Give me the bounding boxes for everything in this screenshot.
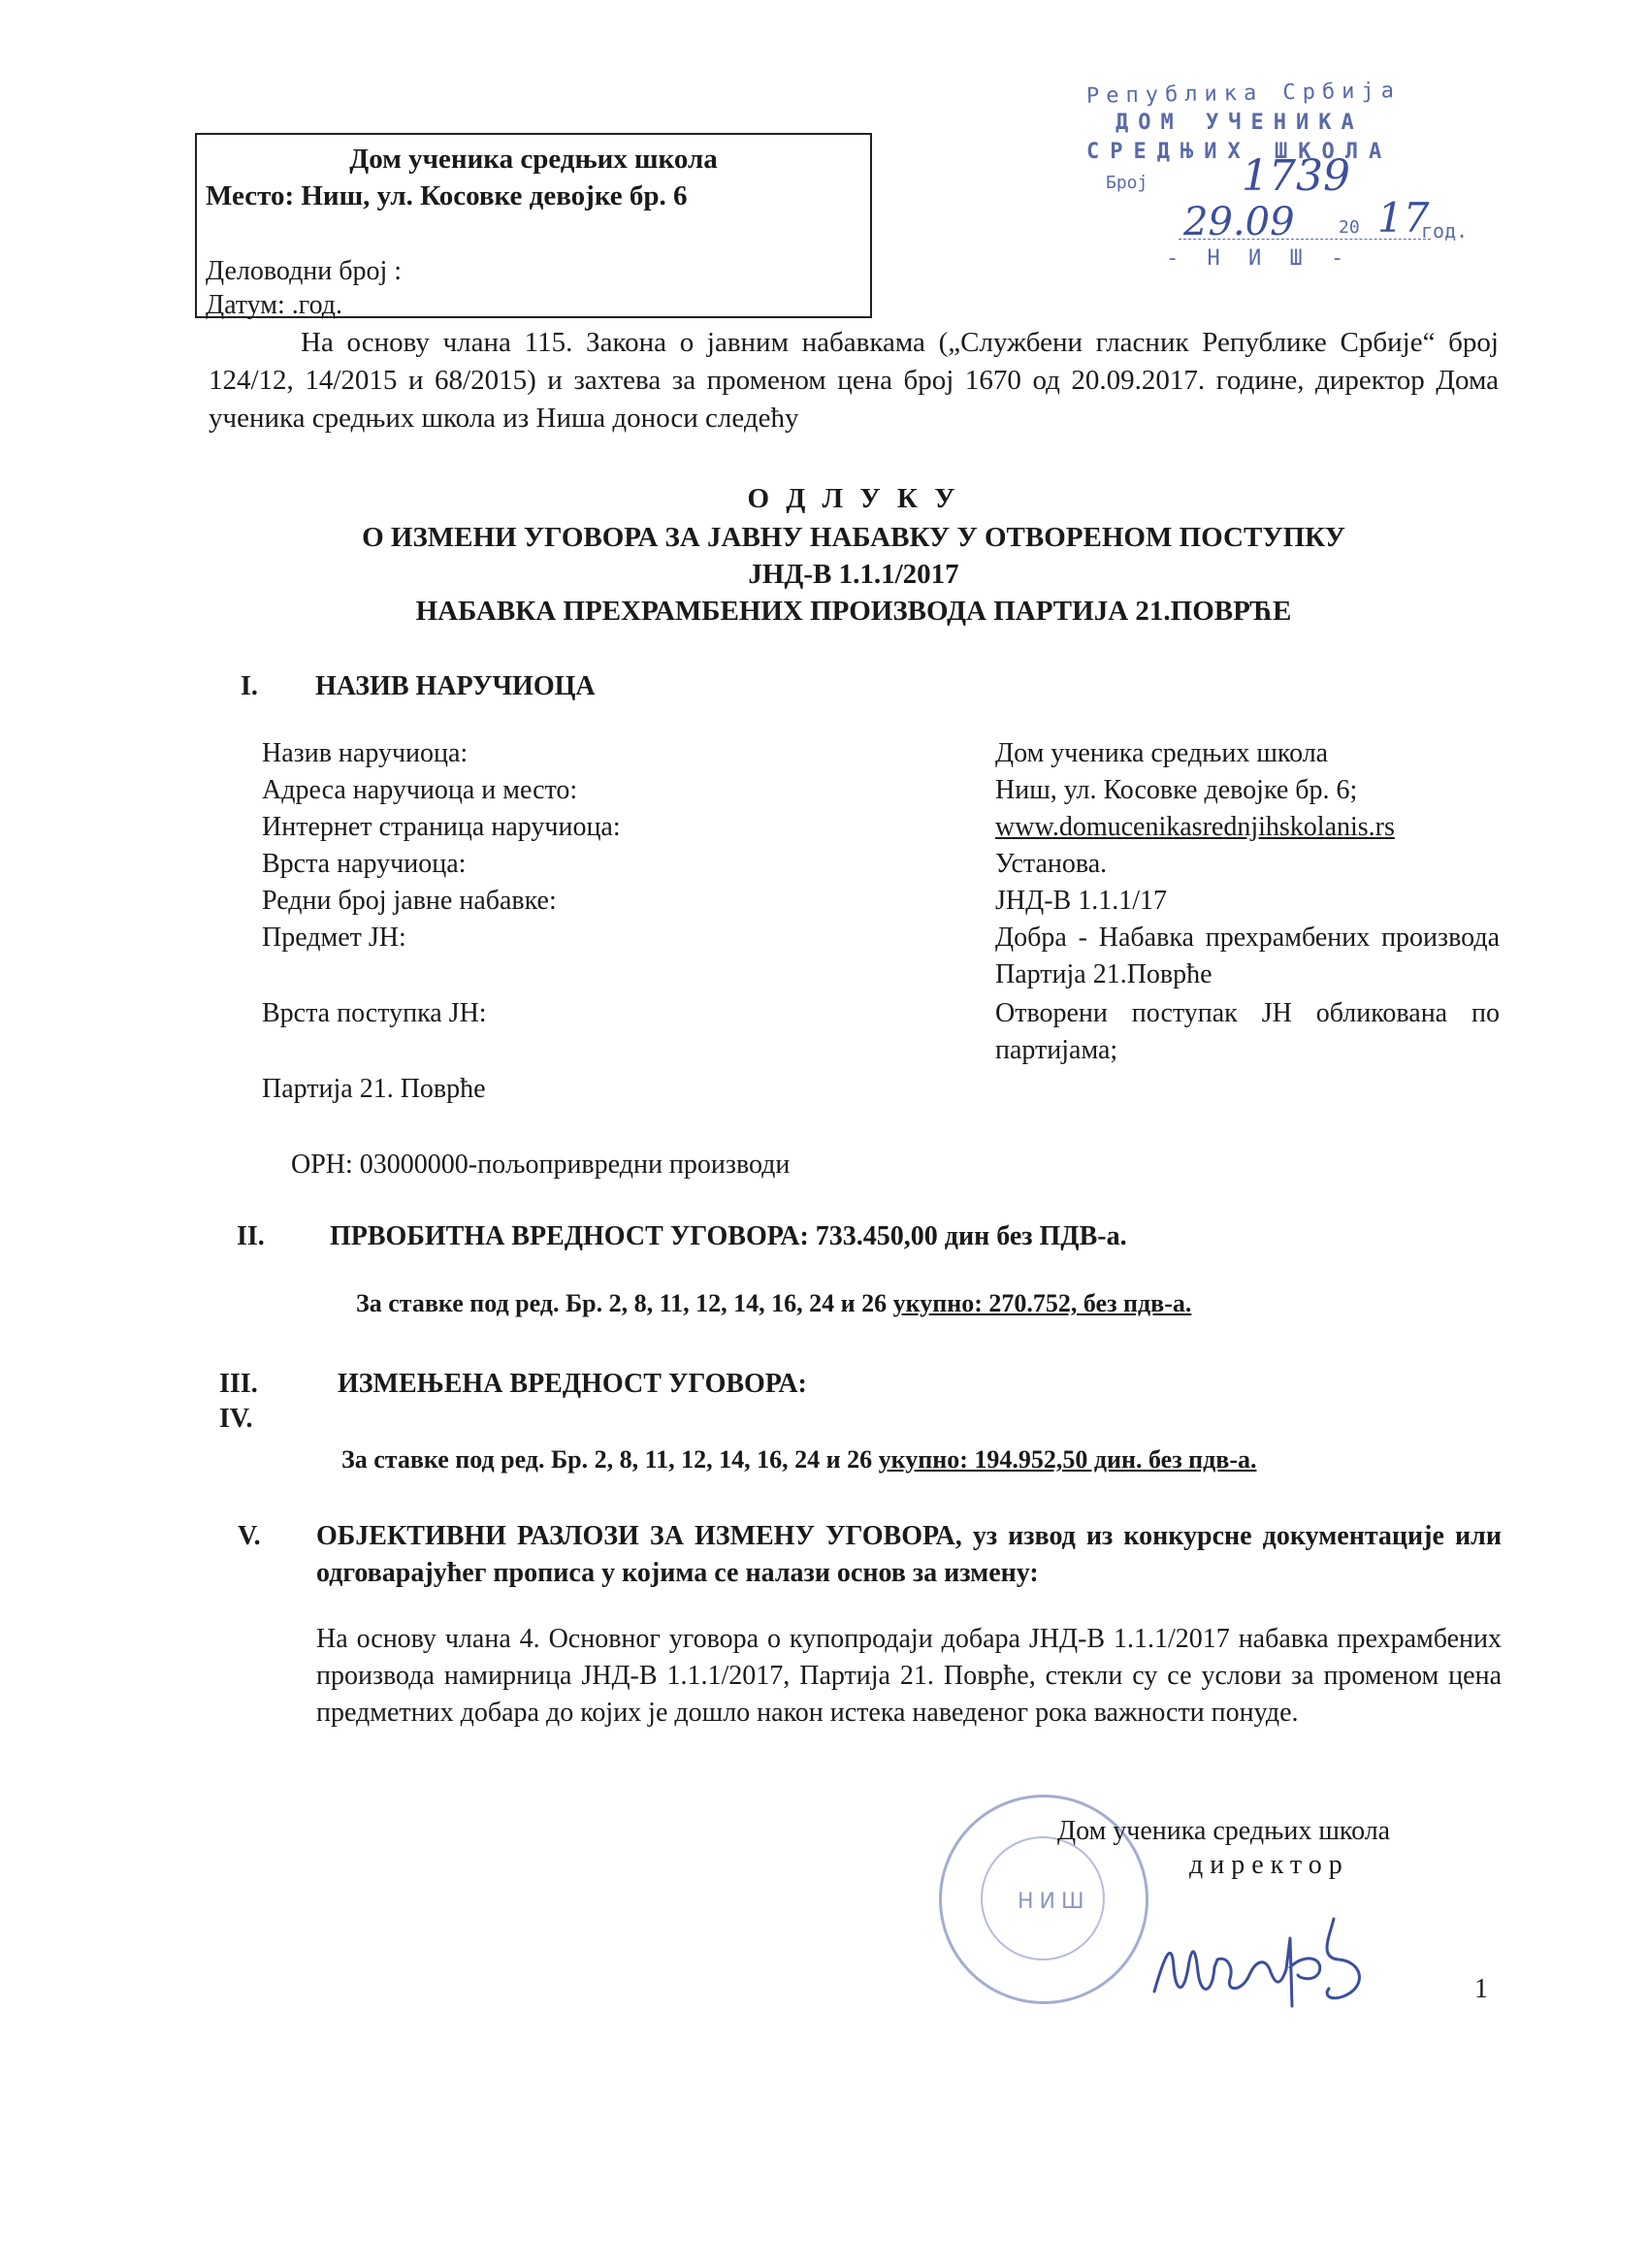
stamp-god-label: год. xyxy=(1421,219,1469,243)
section-5-title-lead: ОБЈЕКТИВНИ РАЗЛОЗИ ЗА ИЗМЕНУ УГОВОРА, xyxy=(316,1521,962,1551)
registry-stamp xyxy=(1057,79,1469,285)
website-link[interactable]: www.domucenikasrednjihskolanis.rs xyxy=(995,812,1395,842)
address-value: Ниш, ул. Косовке девојке бр. 6; xyxy=(995,775,1358,805)
procurement-number-value: ЈНД-В 1.1.1/17 xyxy=(995,886,1167,916)
contracting-type-value: Установа. xyxy=(995,849,1108,879)
header-box xyxy=(195,133,872,318)
stamp-org-line1: ДОМ УЧЕНИКА xyxy=(1116,111,1364,135)
page-number: 1 xyxy=(1474,1974,1488,2004)
section-2-total: укупно: 270.752, без пдв-а. xyxy=(892,1289,1192,1317)
section-1-title: НАЗИВ НАРУЧИОЦА xyxy=(315,671,596,701)
stamp-year-prefix: 20 xyxy=(1339,217,1360,238)
decision-title: О Д Л У К У xyxy=(747,483,960,514)
section-2-title: ПРВОБИТНА ВРЕДНОСТ УГОВОРА: 733.450,00 дин без ПДВ-а. xyxy=(330,1221,1127,1251)
institution-address: Место: Ниш, ул. Косовке девојке бр. 6 xyxy=(206,180,688,211)
procurement-subject: НАБАВКА ПРЕХРАМБЕНИХ ПРОИЗВОДА ПАРТИЈА 21.ПОВРЋЕ xyxy=(415,596,1292,627)
website-label: Интернет страница наручиоца: xyxy=(262,812,621,842)
procurement-number-label: Редни број јавне набавке: xyxy=(262,886,557,916)
subject-value: Добра - Набавка прехрамбених производа Партија 21.Поврће xyxy=(995,923,1500,989)
stamp-year-value: 17 xyxy=(1377,194,1430,242)
section-1-number: I. xyxy=(241,671,258,701)
decision-subtitle: О ИЗМЕНИ УГОВОРА ЗА ЈАВНУ НАБАВКУ У ОТВОРЕНОМ ПОСТУПКУ xyxy=(362,522,1345,553)
seal-text: НИШ xyxy=(1018,1890,1090,1914)
handwritten-signature-icon xyxy=(1145,1899,1397,2016)
procedure-type-value: Отворени поступак ЈН обликована по партијама; xyxy=(995,998,1500,1065)
subject-label: Предмет ЈН: xyxy=(262,923,406,953)
contracting-name-value: Дом ученика средњих школа xyxy=(995,738,1329,768)
stamp-broj-label: Број xyxy=(1106,173,1148,193)
section-2-items xyxy=(356,1286,1191,1321)
stamp-broj-value: 1739 xyxy=(1242,151,1350,201)
intro-paragraph: На основу члана 115. Закона о јавним набавкама („Службени гласник Републике Србије“ број 124/12, 14/2015 и 68/2015) и захтева за променом цена број 1670 од 20.09.2017. године, директор Дома ученика средњих школа из Ниша доноси следећу xyxy=(209,327,1499,434)
contracting-type-label: Врста наручиоца: xyxy=(262,849,467,879)
section-2-items-text: За ставке под ред. Бр. 2, 8, 11, 12, 14, 16, 24 и 26 xyxy=(356,1289,893,1317)
reference-number-label: Деловодни број : xyxy=(206,256,403,286)
stamp-underline xyxy=(1179,239,1431,240)
procurement-code: ЈНД-В 1.1.1/2017 xyxy=(748,559,959,590)
section-5-body: На основу члана 4. Основног уговора о купопродаји добара ЈНД-В 1.1.1/2017 набавка прехрамбених производа намирница ЈНД-В 1.1.1/2017, Партија 21. Поврће, стекли су се услови за променом цена предметних добара до којих је дошло након истека наведеног рока важности понуде. xyxy=(316,1624,1502,1728)
stamp-org-line2: СРЕДЊИХ ШКОЛА xyxy=(1086,140,1393,164)
section-3-title: ИЗМЕЊЕНА ВРЕДНОСТ УГОВОРА: xyxy=(338,1369,807,1399)
lot-label: Партија 21. Поврће xyxy=(262,1074,486,1104)
stamp-republic: Република Србија xyxy=(1085,79,1402,109)
section-4-number: IV. xyxy=(219,1404,253,1434)
section-3-items xyxy=(341,1442,1256,1477)
section-3-items-text: За ставке под ред. Бр. 2, 8, 11, 12, 14, 16, 24 и 26 xyxy=(341,1445,879,1474)
section-3-total: укупно: 194.952,50 дин. без пдв-а. xyxy=(878,1445,1257,1474)
procedure-type-label: Врста поступка ЈН: xyxy=(262,998,487,1028)
signature-org: Дом ученика средњих школа xyxy=(1057,1816,1391,1846)
section-2-number: II. xyxy=(237,1221,265,1251)
section-3-number: III. xyxy=(219,1369,258,1399)
section-5-title xyxy=(316,1518,1502,1592)
signature-role: директор xyxy=(1189,1850,1349,1880)
contracting-name-label: Назив наручиоца: xyxy=(262,738,469,768)
address-label: Адреса наручиоца и место: xyxy=(262,775,578,805)
institution-name: Дом ученика средњих школа xyxy=(349,144,718,175)
section-5-title-rest: уз извод из конкурсне документације или одговарајућег прописа у којима се налази основ за измену: xyxy=(316,1521,1502,1588)
cpv-code: ОРН: 03000000-пољопривредни производи xyxy=(291,1150,791,1180)
section-5-number: V. xyxy=(238,1521,261,1551)
stamp-city: - Н И Ш - xyxy=(1166,246,1352,271)
date-label: Датум: .год. xyxy=(206,290,343,320)
stamp-date-value: 29.09 xyxy=(1183,200,1295,244)
